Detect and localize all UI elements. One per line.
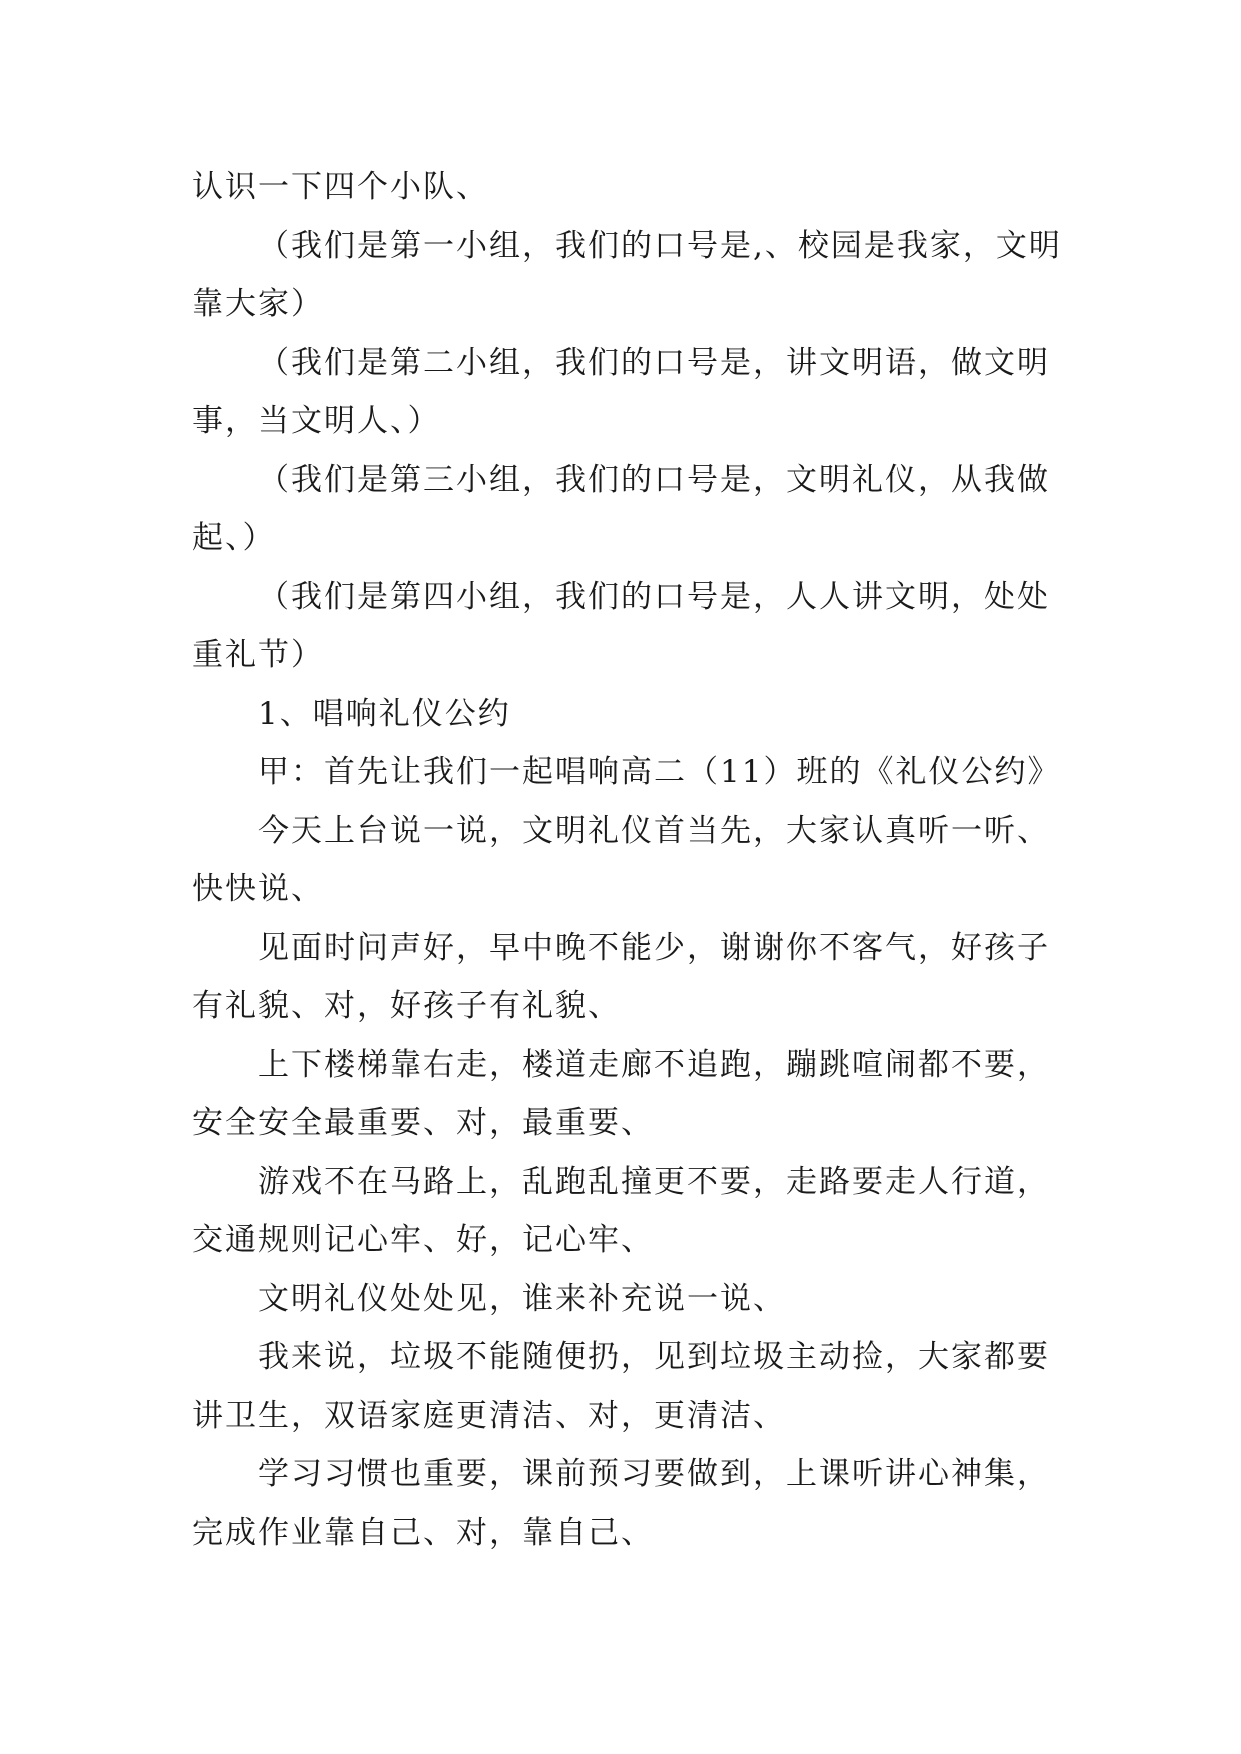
paragraph-group-3: （我们是第三小组，我们的口号是，文明礼仪，从我做起、） [192,461,1050,556]
paragraph-group-2: （我们是第二小组，我们的口号是，讲文明语，做文明事，当文明人、） [192,344,1050,439]
paragraph-verse-7: 学习习惯也重要，课前预习要做到，上课听讲心神集，完成作业靠自己、对，靠自己、 [192,1456,1050,1551]
paragraph-verse-3: 上下楼梯靠右走，楼道走廊不追跑，蹦跳喧闹都不要，安全安全最重要、对，最重要、 [192,1046,1050,1141]
section-heading: 1、唱响礼仪公约 [258,695,511,732]
paragraph-verse-4: 游戏不在马路上，乱跑乱撞更不要，走路要走人行道，交通规则记心牢、好，记心牢、 [192,1163,1050,1258]
paragraph-verse-6: 我来说，垃圾不能随便扔，见到垃圾主动捡，大家都要讲卫生，双语家庭更清洁、对，更清洁、 [192,1339,1050,1434]
paragraph-verse-1: 今天上台说一说，文明礼仪首当先，大家认真听一听、快快说、 [192,812,1050,907]
document-body [192,158,1062,1562]
paragraph-group-1: （我们是第一小组，我们的口号是,、校园是我家，文明靠大家） [192,227,1062,322]
paragraph-group-4: （我们是第四小组，我们的口号是，人人讲文明，处处重礼节） [192,578,1050,673]
paragraph-announcement: 甲：首先让我们一起唱响高二（11）班的《礼仪公约》 [258,754,1061,790]
paragraph-intro: 认识一下四个小队、 [192,169,489,205]
paragraph-verse-2: 见面时问声好，早中晚不能少，谢谢你不客气，好孩子有礼貌、对，好孩子有礼貌、 [192,929,1050,1024]
paragraph-verse-5: 文明礼仪处处见，谁来补充说一说、 [258,1280,786,1317]
